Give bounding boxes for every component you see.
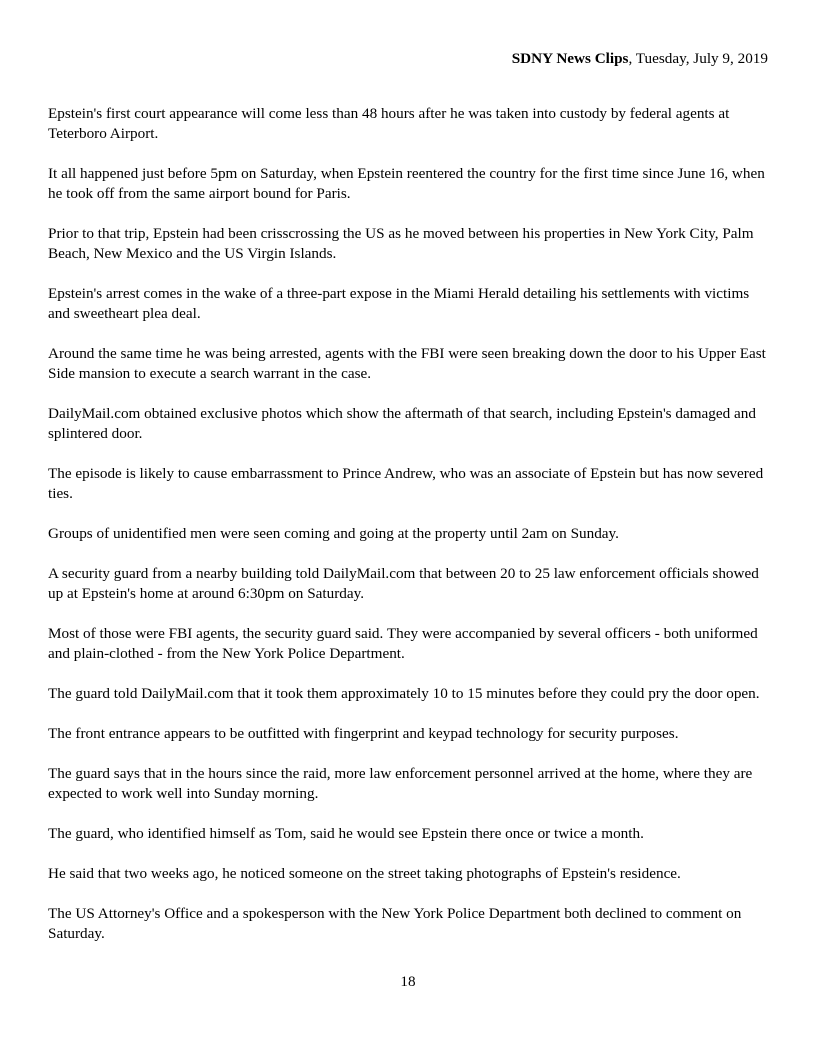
paragraph: A security guard from a nearby building told DailyMail.com that between 20 to 25 law enforcement officials showed up at Epstein's home at around 6:30pm on Saturday. [48,565,759,602]
paragraph: Prior to that trip, Epstein had been crisscrossing the US as he moved between his properties in New York City, Palm Beach, New Mexico and the US Virgin Islands. [48,225,754,262]
paragraph: It all happened just before 5pm on Saturday, when Epstein reentered the country for the first time since June 16, when he took off from the same airport bound for Paris. [48,165,765,202]
paragraph: Most of those were FBI agents, the security guard said. They were accompanied by several officers - both uniformed and plain-clothed - from the New York Police Department. [48,625,758,662]
page-number: 18 [400,973,416,990]
publication-date: , Tuesday, July 9, 2019 [628,50,768,67]
paragraph: DailyMail.com obtained exclusive photos which show the aftermath of that search, including Epstein's damaged and splintered door. [48,405,756,442]
paragraph: The US Attorney's Office and a spokesperson with the New York Police Department both declined to comment on Saturday. [48,905,742,942]
paragraph: Around the same time he was being arrested, agents with the FBI were seen breaking down the door to his Upper East Side mansion to execute a search warrant in the case. [48,345,766,382]
paragraph: The guard, who identified himself as Tom, said he would see Epstein there once or twice a month. [48,825,644,842]
paragraph: The guard told DailyMail.com that it took them approximately 10 to 15 minutes before they could pry the door open. [48,685,760,702]
paragraph: Groups of unidentified men were seen coming and going at the property until 2am on Sunday. [48,525,619,542]
paragraph: The episode is likely to cause embarrassment to Prince Andrew, who was an associate of Epstein but has now severed ties. [48,465,764,502]
publication-title: SDNY News Clips [511,50,629,67]
paragraph: He said that two weeks ago, he noticed someone on the street taking photographs of Epstein's residence. [48,865,681,882]
paragraph: The guard says that in the hours since the raid, more law enforcement personnel arrived at the home, where they are expected to work well into Sunday morning. [48,765,753,802]
page-header [512,49,768,68]
paragraph: The front entrance appears to be outfitted with fingerprint and keypad technology for security purposes. [48,725,679,742]
paragraph: Epstein's first court appearance will come less than 48 hours after he was taken into custody by federal agents at Teterboro Airport. [48,105,730,142]
article-body [48,104,770,964]
paragraph: Epstein's arrest comes in the wake of a three-part expose in the Miami Herald detailing his settlements with victims and sweetheart plea deal. [48,285,750,322]
